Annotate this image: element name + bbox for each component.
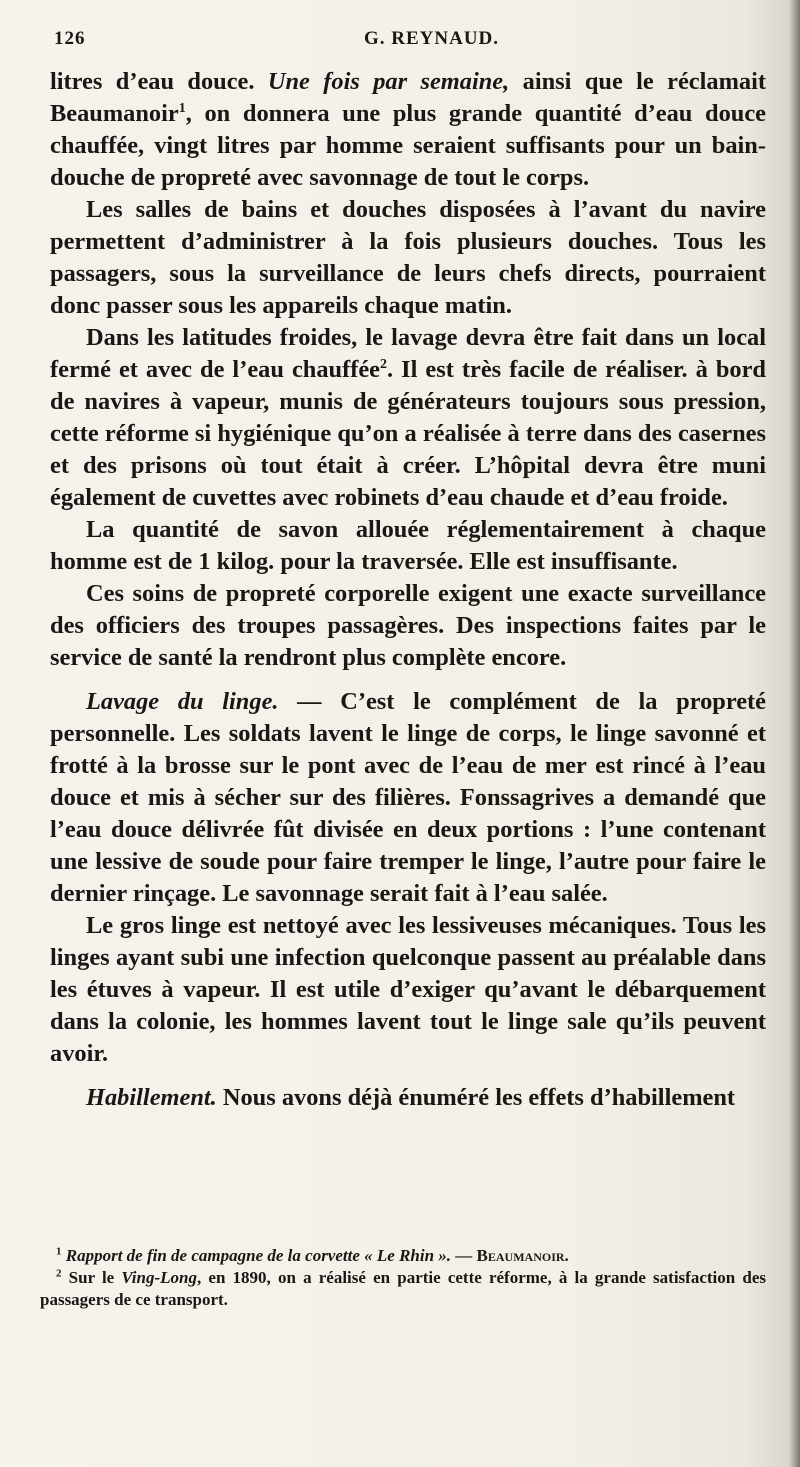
- page-number: 126: [54, 28, 86, 49]
- p6-text: — C’est le complément de la propreté personnelle. Les soldats lavent le linge de corps, le linge savonné et frotté à la brosse sur le pont avec de l’eau de mer est rincé à l’eau douce et mis à sécher sur des filières. Fonssagrives a demandé que l’eau douce délivrée fût divisée en deux portions : l’une contenant une lessive de soude pour faire tremper le linge, l’autre pour faire le dernier rinçage. Le savonnage serait fait à l’eau salée.: [50, 688, 766, 907]
- running-head: [54, 28, 754, 58]
- paragraph-lavage: [50, 686, 766, 910]
- footnote-2-text-a: Sur le: [61, 1268, 122, 1287]
- footnote-2-ship: Ving-Long: [121, 1268, 197, 1287]
- footnote-1-dash: —: [451, 1246, 477, 1265]
- p3-text-c: . Il est très facile de réaliser. à bord de navires à vapeur, munis de générateurs toujours sous pression, cette réforme si hygiénique qu’on a réalisée à terre dans des casernes et des prisons où tout était à créer. L’hôpital devra être muni également de cuvettes avec robinets d’eau chaude et d’eau froide.: [50, 356, 766, 511]
- paragraph-4: La quantité de savon allouée réglementairement à chaque homme est de 1 kilog. pour la traversée. Elle est insuffisante.: [50, 516, 766, 575]
- footnote-2: [40, 1267, 766, 1311]
- paragraph-3: [50, 322, 766, 514]
- p1-italic: Une fois par semaine,: [267, 68, 510, 95]
- paragraph-1: [50, 66, 766, 194]
- paragraph-5: Ces soins de propreté corporelle exigent une exacte surveillance des officiers des troupes passagères. Des inspections faites par le service de santé la rendront plus complète encore.: [50, 580, 766, 671]
- page-edge-shadow: [790, 0, 800, 1467]
- p1-text-e: , on donnera une plus grande quantité d’eau douce chauffée, vingt litres par homme seraient suffisants pour un bain-douche de propreté avec savonnage de tout le corps.: [50, 100, 766, 191]
- p1-text-c: ainsi que le réclamait Beaumanoir: [50, 68, 766, 127]
- footnote-ref-2: 2: [380, 356, 387, 372]
- footnote-2-text-c: , en 1890, on a réalisé en partie cette réforme, à la grande satisfaction des passagers de ce transport.: [40, 1268, 766, 1309]
- footnote-1-author: Beaumanoir.: [476, 1246, 569, 1265]
- paragraph-2: Les salles de bains et douches disposées à l’avant du navire permettent d’administrer à la fois plusieurs douches. Tous les passagers, sous la surveillance de leurs chefs directs, pourraient donc passer sous les appareils chaque matin.: [50, 196, 766, 319]
- body-text: [50, 66, 766, 1114]
- section-heading-habillement: Habillement.: [86, 1084, 217, 1111]
- running-head-author: G. REYNAUD.: [364, 28, 500, 49]
- footnotes: [40, 1245, 766, 1311]
- footnote-1-mark: 1: [56, 1245, 62, 1258]
- paragraph-habillement: [50, 1082, 766, 1114]
- paragraph-7: Le gros linge est nettoyé avec les lessiveuses mécaniques. Tous les linges ayant subi une infection quelconque passent au préalable dans les étuves à vapeur. Il est utile d’exiger qu’avant le débarquement dans la colonie, les hommes lavent tout le linge sale qu’ils peuvent avoir.: [50, 912, 766, 1067]
- p3-text-a: Dans les latitudes froides, le lavage devra être fait dans un local fermé et avec de l’eau chauffée: [50, 324, 766, 383]
- section-heading-lavage: Lavage du linge.: [86, 688, 279, 715]
- p1-text-a: litres d’eau douce.: [50, 68, 268, 95]
- footnote-1-title: Rapport de fin de campagne de la corvette « Le Rhin ».: [61, 1246, 452, 1265]
- footnote-2-mark: 2: [56, 1267, 62, 1280]
- p8-text: Nous avons déjà énuméré les effets d’habillement: [216, 1084, 736, 1111]
- footnote-1: [40, 1245, 766, 1267]
- footnote-ref-1: 1: [178, 100, 186, 116]
